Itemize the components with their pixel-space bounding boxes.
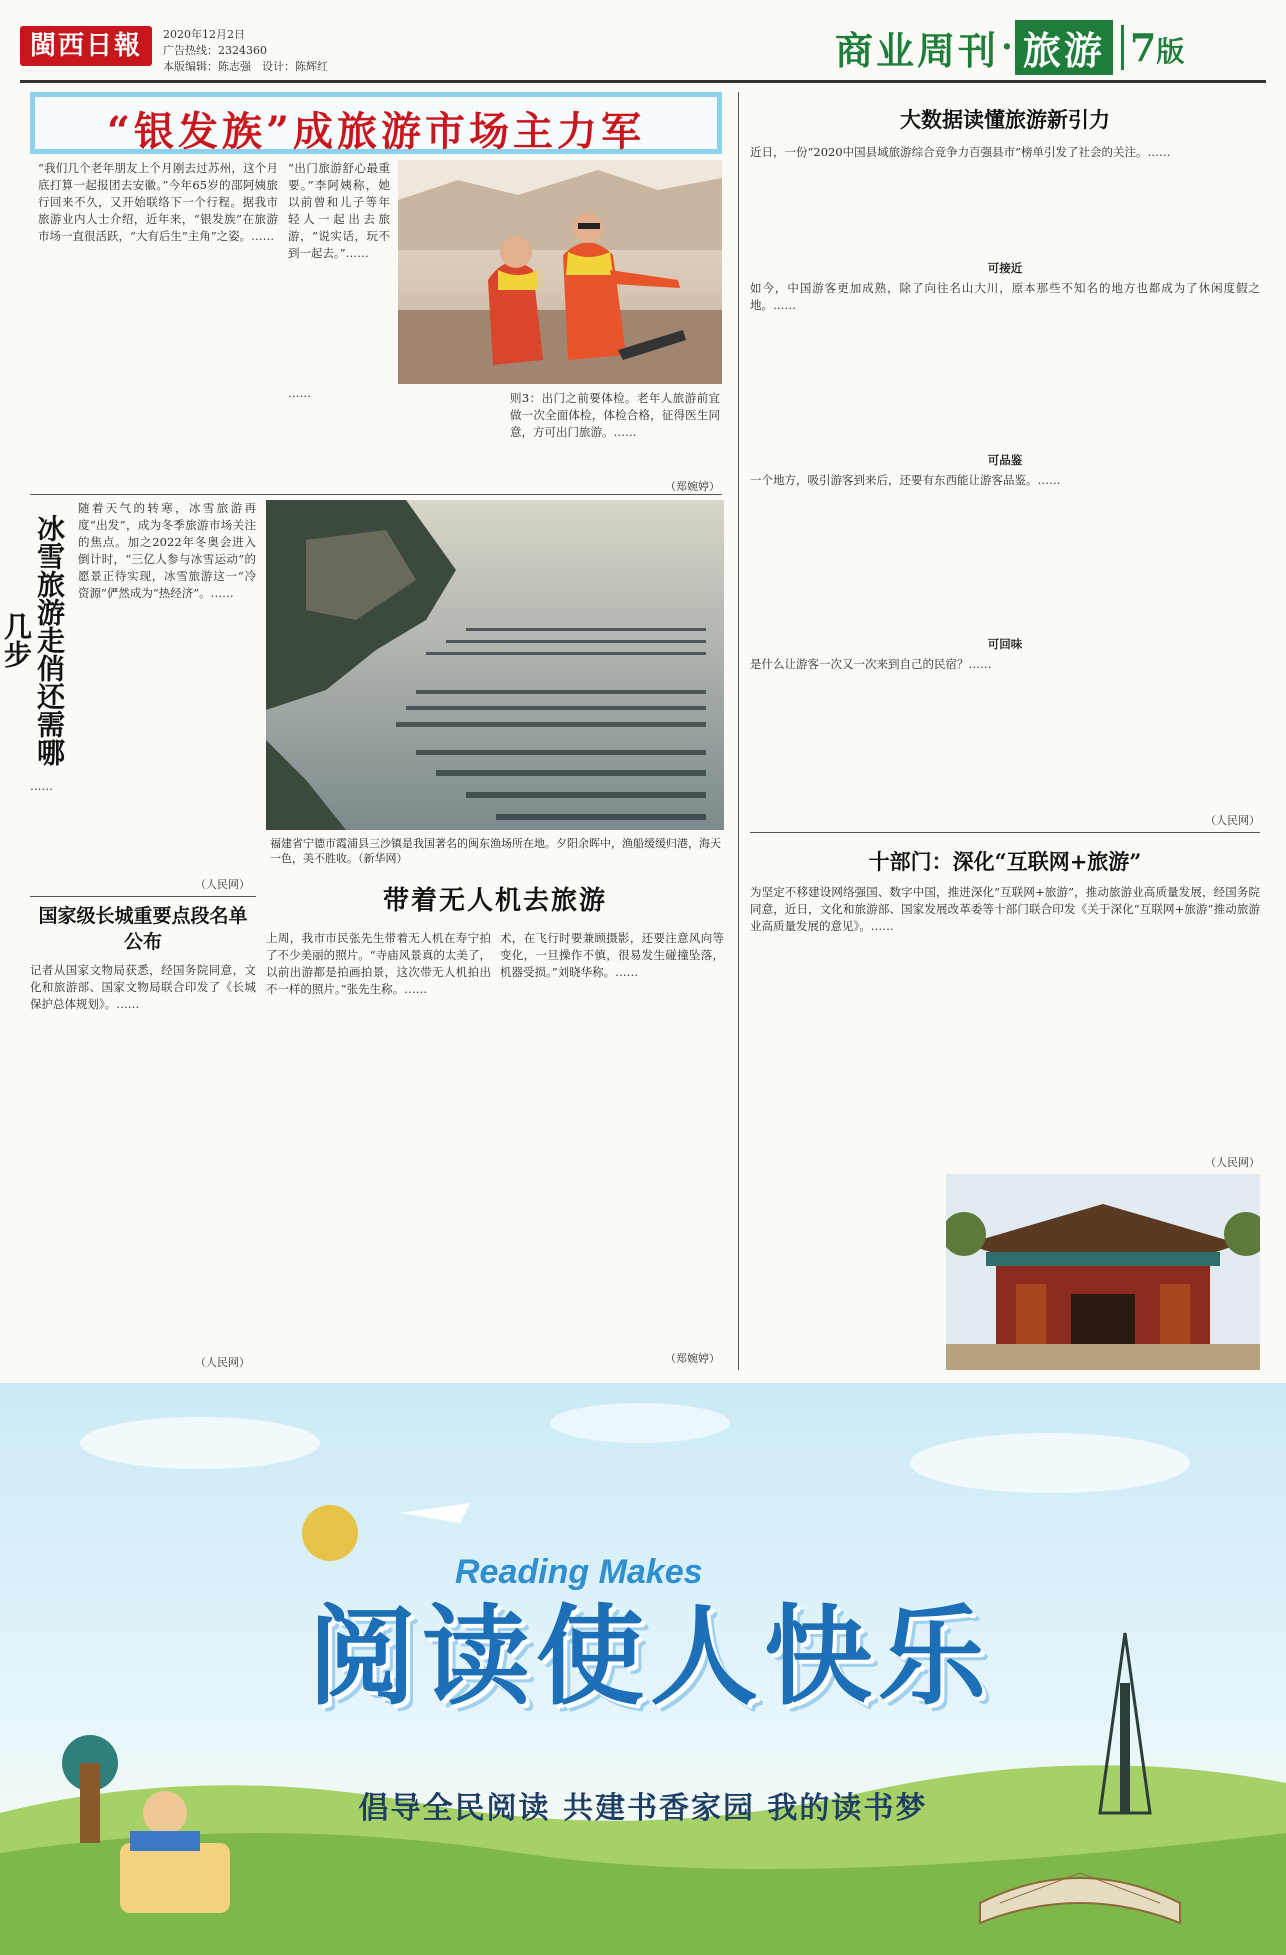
harbor-photo-art (266, 500, 724, 830)
greatwall-byline: （人民网） (195, 1356, 250, 1369)
bigdata-sub3: 可回味 (987, 637, 1023, 651)
bigdata-headline: 大数据读懂旅游新引力 (900, 107, 1110, 132)
page-suffix: 版 (1156, 34, 1185, 68)
lead-text-col1: “我们几个老年朋友上个月刚去过苏州，这个月底打算一起报团去安徽。”今年65岁的邵阿姨旅行回来不久，又开始联络下一个行程。据我市旅游业内人士介绍，近年来，“银发族”在旅游市场一直很活跃，“大有后生”主角”之姿。…… (38, 161, 278, 243)
bigdata-byline: （人民网） (1205, 814, 1260, 827)
masthead-rule (20, 80, 1266, 83)
internet-top-rule (750, 832, 1260, 833)
winter-headline (0, 508, 66, 772)
lead-photo-art (398, 160, 722, 384)
promo-english: Reading Makes (455, 1553, 703, 1591)
winter-text: 随着天气的转寒，冰雪旅游再度“出发”，成为冬季旅游市场关注的焦点。加之2022年冬奥会进入倒计时，“三亿人参与冰雪运动”的愿景正待实现，冰雪旅游这一“冷资源”俨然成为“热经济”。…… (78, 501, 256, 600)
drone-text-col2: 术，在飞行时要兼顾摄影，还要注意风向等变化，一旦操作不慎，很易发生碰撞坠落，机器受损。”刘晓华称。…… (500, 931, 724, 979)
lead-headline: “银发族”成旅游市场主力军 (106, 108, 645, 155)
section-sub: 旅游 (1015, 20, 1113, 75)
bigdata-text2: 如今，中国游客更加成熟，除了向往名山大川，原本那些不知名的地方也都成为了休闲度假之地。…… (750, 281, 1260, 312)
lead-bottom-rule (30, 494, 722, 495)
ad-hotline: 广告热线：2324360 (163, 44, 267, 57)
bigdata-text4: 是什么让游客一次又一次来到自己的民宿？…… (750, 657, 992, 671)
section-title (835, 22, 1184, 72)
page-number (1121, 25, 1184, 70)
drone-headline: 带着无人机去旅游 (382, 886, 607, 916)
lead-text-col2b: …… (288, 386, 311, 400)
bigdata-text1: 近日，一份“2020中国县域旅游综合竞争力百强县市”榜单引发了社会的关注。…… (750, 145, 1171, 159)
winter-headline-text: 冰雪旅游走俏还需哪几步 (0, 514, 66, 766)
bigdata-sub1: 可接近 (987, 261, 1023, 275)
greatwall-text: 记者从国家文物局获悉，经国务院同意，文化和旅游部、国家文物局联合印发了《长城保护总体规划》。…… (30, 963, 256, 1011)
internet-byline: （人民网） (1205, 1156, 1260, 1169)
right-column-divider (738, 92, 739, 1370)
harbor-photo (266, 500, 724, 830)
issue-date: 2020年12月2日 (163, 28, 245, 41)
section-dot: · (1001, 27, 1013, 67)
promo-slogan: 倡导全民阅读 共建书香家园 我的读书梦 (358, 1791, 928, 1826)
internet-headline: 十部门：深化“互联网+旅游” (868, 849, 1142, 874)
temple-photo (946, 1174, 1260, 1370)
internet-text: 为坚定不移建设网络强国、数字中国，推进深化“互联网+旅游”，推动旅游业高质量发展，经国务院同意，近日，文化和旅游部、国家发展改革委等十部门联合印发《关于深化“互联网+旅游”推动旅游业高质量发展的意见》。…… (750, 885, 1260, 933)
greatwall-top-rule (30, 896, 256, 897)
harbor-photo-caption: 福建省宁德市霞浦县三沙镇是我国著名的闽东渔场所在地。夕阳余晖中，渔船缓缓归港，海天一色，美不胜收。（新华网） (270, 837, 721, 865)
drone-byline: （郑婉婷） (665, 1352, 720, 1365)
winter-byline: （人民网） (195, 878, 250, 891)
temple-photo-art (946, 1174, 1260, 1370)
lead-byline: （郑婉婷） (665, 480, 720, 493)
lead-text-col3: 则3：出门之前要体检。老年人旅游前宜做一次全面体检，体检合格，征得医生同意，方可出门旅游。…… (510, 391, 720, 439)
promo-title: 阅读使人快乐 (307, 1595, 992, 1720)
greatwall-headline: 国家级长城重要点段名单公布 (38, 905, 248, 953)
promo-banner (0, 1383, 1286, 1955)
section-main: 商业周刊 (835, 27, 1000, 73)
bigdata-text3: 一个地方，吸引游客到来后，还要有东西能让游客品鉴。…… (750, 473, 1061, 487)
winter-text-cont: …… (30, 779, 53, 793)
editor-credits: 本版编辑：陈志强 设计：陈辉红 (163, 60, 328, 73)
lead-photo (398, 160, 722, 384)
bigdata-sub2: 可品鉴 (987, 453, 1023, 467)
page-no: 7 (1129, 24, 1157, 70)
drone-text-col1: 上周，我市市民张先生带着无人机在寿宁拍了不少美丽的照片。“寺庙风景真的太美了，以前出游都是拍画拍景，这次带无人机拍出不一样的照片。”张先生称。…… (266, 931, 491, 996)
lead-text-col2: “出门旅游舒心最重要。”李阿姨称，她以前曾和儿子等年轻人一起出去旅游，“说实话，玩不到一起去。”…… (288, 161, 390, 260)
masthead (0, 0, 1286, 86)
newspaper-logo: 閩西日報 (20, 26, 152, 66)
